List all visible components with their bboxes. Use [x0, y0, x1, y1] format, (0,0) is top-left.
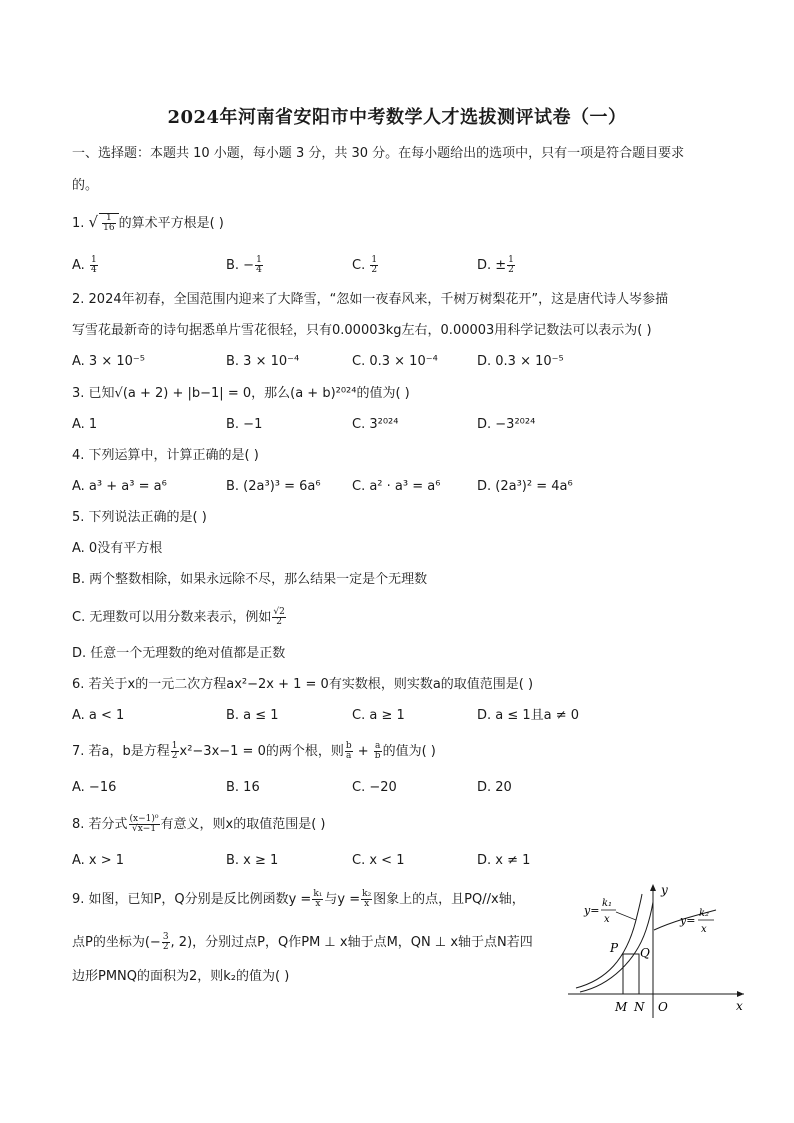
question-3-stem: 3. 已知√(a + 2) + |b−1| = 0，那么(a + b)²⁰²⁴的值为( ) [72, 386, 410, 401]
question-3-option-b: B. −1 [226, 417, 263, 432]
section-instruction-line2: 的。 [72, 178, 99, 193]
question-1-option-c: C. $\frac{1}{2}$ [352, 255, 378, 275]
question-1-option-b: B. − $\frac{1}{4}$ [226, 255, 262, 275]
question-7-option-b: B. 16 [226, 780, 260, 795]
question-5-stem: 5. 下列说法正确的是( ) [72, 510, 207, 525]
question-7-stem: 7. 若a，b是方程 $\frac{1}{2}$ x²−3x−1 = 0的两个根，则 $\frac{b}{a}$ + $\frac{a}{b}$ 的值为( ) [72, 741, 436, 761]
page-title: 2024年河南省安阳市中考数学人才选拔测评试卷（一） [167, 107, 627, 128]
inverse-proportion-figure [566, 880, 746, 1020]
label-y: y [661, 883, 668, 897]
label-x-den2: x [701, 924, 707, 935]
label-x: x [736, 999, 743, 1013]
question-2-option-b: B. 3 × 10⁻⁴ [226, 354, 300, 369]
label-k1: k₁ [602, 898, 613, 909]
question-5-option-c: C. 无理数可以用分数来表示，例如 $\frac{√2}{2}$ [72, 607, 285, 627]
label-x-den1: x [604, 914, 610, 925]
question-3-option-d: D. −3²⁰²⁴ [477, 417, 536, 432]
rectangle-pmnq [623, 954, 639, 994]
question-3-option-c: C. 3²⁰²⁴ [352, 417, 399, 432]
question-8-option-d: D. x ≠ 1 [477, 853, 531, 868]
section-instruction-line1: 一、选择题：本题共 10 小题，每小题 3 分，共 30 分。在每小题给出的选项中，只有一项是符合题目要求 [72, 146, 685, 161]
label-m: M [615, 1000, 628, 1014]
question-4-option-a: A. a³ + a³ = a⁶ [72, 479, 167, 494]
question-2-option-d: D. 0.3 × 10⁻⁵ [477, 354, 564, 369]
label-k2: k₂ [699, 908, 710, 919]
question-4-option-d: D. (2a³)² = 4a⁶ [477, 479, 573, 494]
question-6-option-a: A. a < 1 [72, 708, 125, 723]
label-y2: y= [680, 914, 696, 927]
x-axis-arrow-icon [737, 991, 744, 997]
question-1-option-a: A. $\frac{1}{4}$ [72, 255, 97, 275]
question-6-stem: 6. 若关于x的一元二次方程ax²−2x + 1 = 0有实数根，则实数a的取值范围是( ) [72, 677, 534, 692]
sqrt-icon: √ [88, 213, 99, 231]
question-4-option-c: C. a² · a³ = a⁶ [352, 479, 441, 494]
question-4-stem: 4. 下列运算中，计算正确的是( ) [72, 448, 259, 463]
question-8-option-a: A. x > 1 [72, 853, 125, 868]
question-9-line1: 9. 如图，已知P，Q分别是反比例函数y = $\frac{\text{k₁}}{x}$ 与y = $\frac{\text{k₂}}{x}$ 图象上的点，且PQ//x轴， [72, 889, 525, 909]
question-7-option-a: A. −16 [72, 780, 117, 795]
question-4-option-b: B. (2a³)³ = 6a⁶ [226, 479, 321, 494]
question-6-option-c: C. a ≥ 1 [352, 708, 405, 723]
question-8-option-c: C. x < 1 [352, 853, 405, 868]
question-2-line2: 写雪花最新奇的诗句据悉单片雪花很轻，只有0.00003kg左右，0.00003用科学记数法可以表示为( ) [72, 323, 652, 338]
question-6-option-d: D. a ≤ 1且a ≠ 0 [477, 708, 580, 723]
question-8-option-b: B. x ≥ 1 [226, 853, 279, 868]
question-5-option-b: B. 两个整数相除，如果永远除不尽，那么结果一定是个无理数 [72, 572, 428, 587]
question-7-option-c: C. −20 [352, 780, 397, 795]
label-o: O [658, 1000, 668, 1014]
label-y1: y= [584, 904, 600, 917]
question-9-line3: 边形PMNQ的面积为2，则k₂的值为( ) [72, 969, 290, 984]
question-9-line2: 点P的坐标为(− $\frac{3}{2}$ , 2)，分别过点P，Q作PM ⊥ x轴于点M，QN ⊥ x轴于点N若四 [72, 932, 533, 952]
pointer-1 [616, 912, 636, 920]
question-1-option-d: D. ± $\frac{1}{2}$ [477, 255, 514, 275]
question-8-stem: 8. 若分式 $\frac{\text{(x−1)⁰}}{√x-1}$ 有意义，则x的取值范围是( ) [72, 814, 326, 834]
question-1-number: 1. [72, 216, 85, 231]
question-5-option-a: A. 0没有平方根 [72, 541, 163, 556]
label-n: N [634, 1000, 645, 1014]
sqrt-radicand: $\frac{1}{16}$ [99, 213, 118, 233]
question-2-option-a: A. 3 × 10⁻⁵ [72, 354, 145, 369]
question-2-line1: 2. 2024年初春，全国范围内迎来了大降雪，“忽如一夜春风来，千树万树梨花开”，这是唐代诗人岑参描 [72, 292, 669, 307]
question-7-option-d: D. 20 [477, 780, 512, 795]
label-q: Q [640, 946, 650, 960]
question-1-stem [72, 213, 224, 233]
question-3-option-a: A. 1 [72, 417, 98, 432]
label-p: P [610, 941, 619, 955]
question-2-option-c: C. 0.3 × 10⁻⁴ [352, 354, 438, 369]
question-1-stem-tail: 的算术平方根是( ) [118, 216, 224, 231]
question-5-option-d: D. 任意一个无理数的绝对值都是正数 [72, 646, 286, 661]
y-axis-arrow-icon [650, 884, 656, 891]
question-6-option-b: B. a ≤ 1 [226, 708, 279, 723]
